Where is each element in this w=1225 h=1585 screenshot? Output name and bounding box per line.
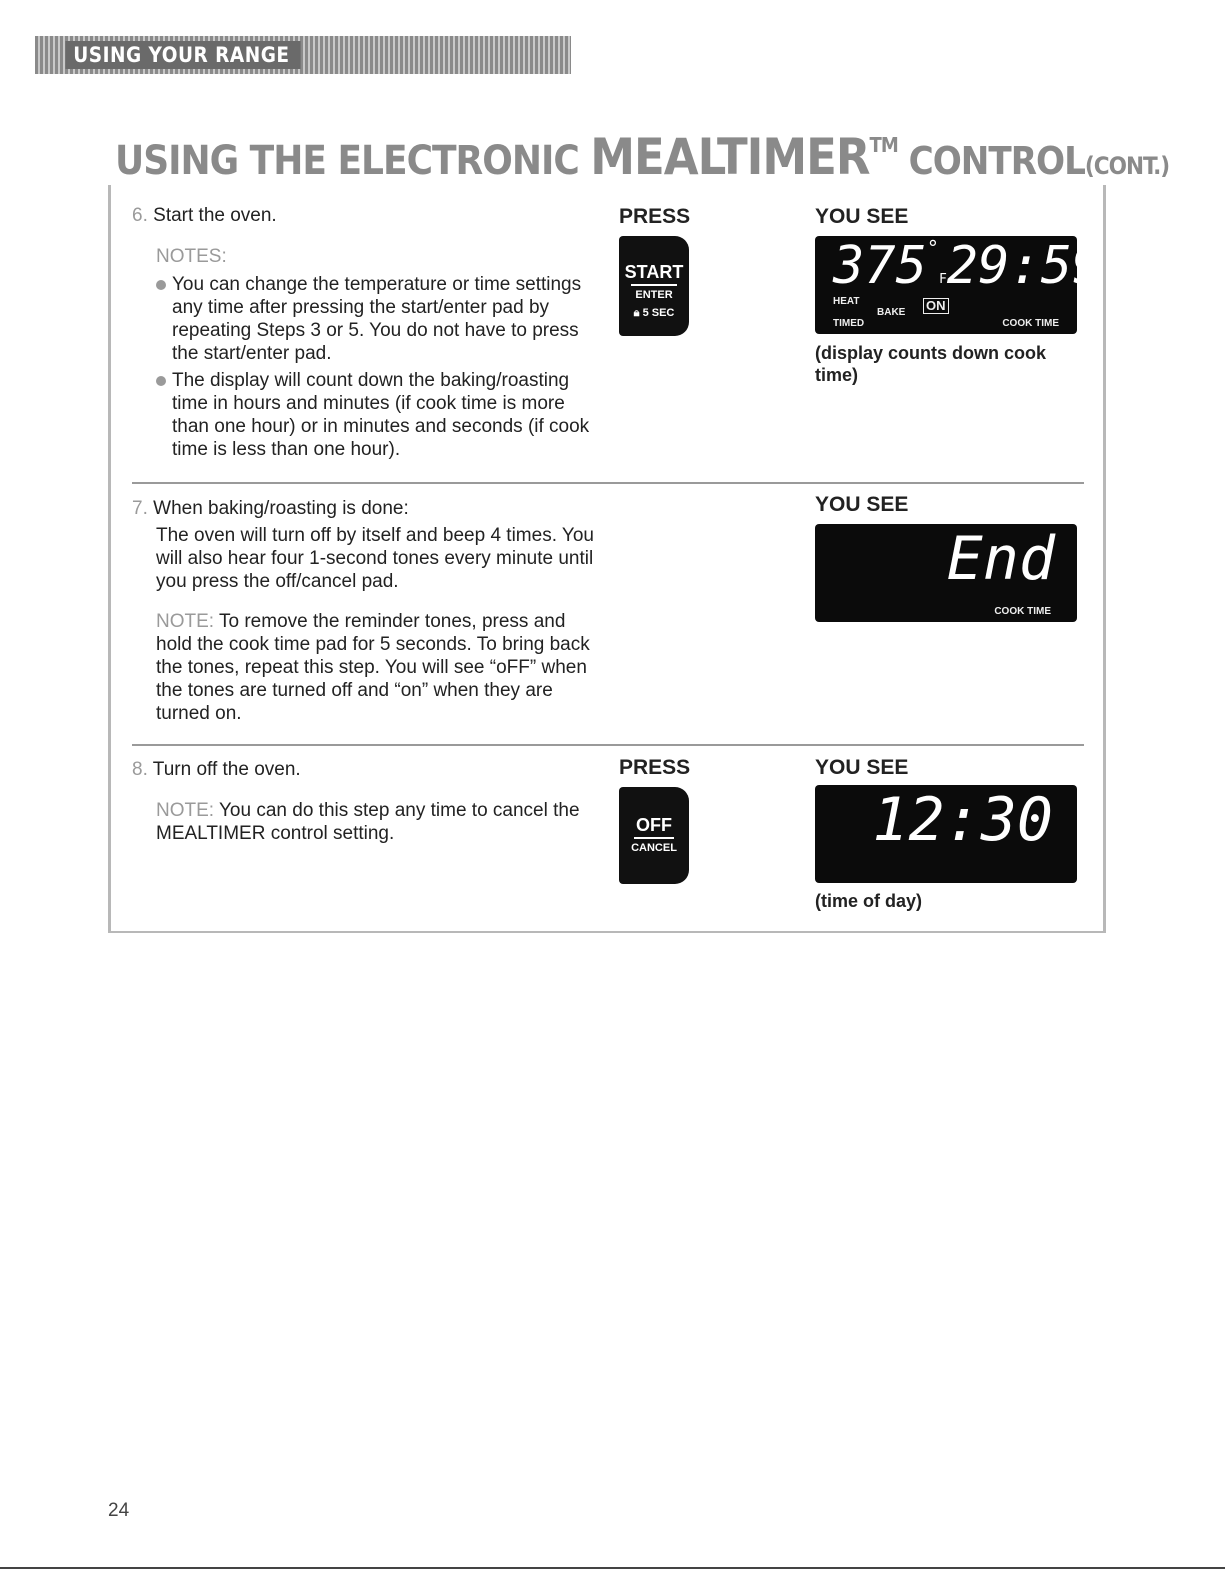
step-6-heading <box>132 204 277 227</box>
bake-indicator: BAKE <box>877 307 906 318</box>
step-6-notes-list <box>156 273 596 461</box>
press-label: PRESS <box>619 205 691 228</box>
step-6-notes-label: NOTES: <box>156 246 227 267</box>
you-see-label: YOU SEE <box>815 493 909 516</box>
pad-rule <box>631 284 677 286</box>
countdown-caption: (display counts down cook time) <box>815 343 1047 385</box>
step-divider <box>132 482 1084 484</box>
display-time-of-day <box>815 785 1077 883</box>
title-part-electronic: ELECTRONIC <box>337 138 591 184</box>
title-part-control: CONTROL <box>897 139 1085 183</box>
step-7-note-label: NOTE: <box>156 611 215 632</box>
timed-indicator: TIMED <box>833 318 865 329</box>
step-6-note-2: The display will count down the baking/roasting time in hours and minutes (if cook time is more than one hour) or in minutes and seconds (if cook time is less than one hour). <box>156 369 596 461</box>
you-see-label: YOU SEE <box>815 756 909 779</box>
step-8-heading <box>132 758 301 781</box>
page-title <box>115 128 1169 188</box>
cook-time-indicator: COOK TIME <box>1002 318 1059 329</box>
step-8-number: 8. <box>132 759 148 780</box>
on-indicator: ON <box>923 298 949 314</box>
display-digits: 375°F29:59 <box>833 236 1104 296</box>
you-see-label: YOU SEE <box>815 205 909 228</box>
title-part-cont: (CONT.) <box>1084 152 1170 180</box>
step-8-note-label: NOTE: <box>156 800 215 821</box>
title-part-mealtimer: MEALTIMER <box>590 128 870 186</box>
title-trademark: TM <box>869 133 898 157</box>
step-8-note: NOTE: You can do this step any time to cancel the MEALTIMER control setting. <box>156 800 580 844</box>
step-6-text: Start the oven. <box>153 205 277 226</box>
time-of-day-caption: (time of day) <box>815 891 923 911</box>
start-pad-label: START <box>624 262 684 282</box>
section-title: USING YOUR RANGE <box>65 41 300 69</box>
lock-5sec-label: 🔒︎ 5 SEC <box>633 307 675 319</box>
off-cancel-pad[interactable] <box>619 787 689 884</box>
bottom-rule <box>0 1567 1225 1569</box>
display-digits: 12:30 <box>872 785 1053 855</box>
display-end <box>815 524 1077 622</box>
step-divider <box>132 744 1084 746</box>
start-enter-pad[interactable] <box>619 236 689 336</box>
bullet-icon <box>156 376 166 386</box>
step-7-note: NOTE: To remove the reminder tones, press and hold the cook time pad for 5 seconds. To bring back the tones, repeat this step. You will see “oFF” when the tones are turned off and “on” when they are turned on. <box>156 611 590 724</box>
step-7-heading <box>132 497 409 520</box>
step-7-number: 7. <box>132 498 148 519</box>
off-pad-label: OFF <box>636 815 672 835</box>
title-part-using: USING THE <box>115 138 338 184</box>
bullet-icon <box>156 280 166 290</box>
press-label: PRESS <box>619 756 691 779</box>
step-6-note-1: You can change the temperature or time settings any time after pressing the start/enter pad by repeating Steps 3 or 5. You do not have to press the start/enter pad. <box>156 273 596 365</box>
heat-indicator: HEAT <box>833 296 860 307</box>
page-number: 24 <box>108 1500 130 1521</box>
lock-icon: 🔒︎ <box>633 307 640 319</box>
step-6-number: 6. <box>132 205 148 226</box>
cook-time-indicator: COOK TIME <box>994 606 1051 617</box>
pad-rule <box>634 837 674 839</box>
section-banner <box>35 36 571 74</box>
step-8-text: Turn off the oven. <box>152 759 301 780</box>
display-countdown <box>815 236 1104 334</box>
display-digits: End <box>946 524 1055 594</box>
cancel-pad-label: CANCEL <box>631 842 677 854</box>
step-7-text: When baking/roasting is done: <box>153 498 409 519</box>
enter-pad-label: ENTER <box>635 289 673 301</box>
step-7-body: The oven will turn off by itself and beep 4 times. You will also hear four 1-second tones every minute until you press the off/cancel pad. <box>156 525 594 592</box>
